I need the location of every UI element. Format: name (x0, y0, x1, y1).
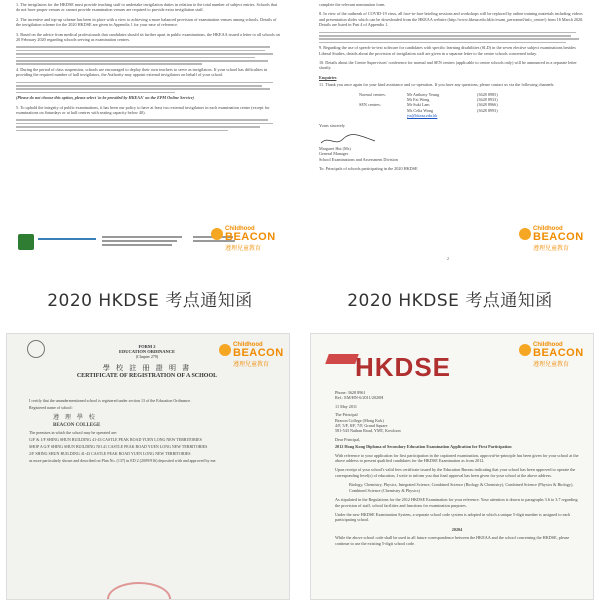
paragraph-4: 4. During the period of class suspension, schools are encouraged to deploy their own teachers to serve as invigilators. If your school has difficulties in providing the required number of hall invigilators, the Authority may appoint external invigilators on behalf of your school. (16, 66, 268, 78)
address-line: 4/F, 5/F, 8/F, 7/F, Grand Square (335, 423, 388, 429)
ordinance: EDUCATION ORDINANCE (118, 349, 176, 354)
signer-name: Margaret Hui (Ms) (319, 146, 351, 152)
text-lines (16, 119, 281, 131)
email-link[interactable]: jss@hkeaa.edu.hk (407, 113, 438, 119)
contact-row: Normal centres: Mr Anthony Yeung (3628 8985) (359, 91, 498, 97)
label-school-name: Registered name of school: (29, 405, 73, 410)
beacon-logo-big: BEACON (533, 231, 584, 243)
addressee: The Principal (335, 412, 358, 418)
certificate-title-en: CERTIFICATE OF REGISTRATION OF A SCHOOL (76, 373, 218, 379)
school-name-en: BEACON COLLEGE (53, 423, 101, 428)
school-name-cn: 遵 理 學 校 (53, 414, 97, 421)
page-number: 2 (447, 256, 449, 261)
beacon-logo-big: BEACON (225, 231, 276, 243)
enquiries-label: Enquiries (319, 74, 337, 80)
beacon-logo-cn: 遵理兒童教育 (225, 245, 262, 252)
beacon-logo (533, 226, 584, 252)
premises-row: 2/F SHING SHUN BUILDING 41-43 CASTLE PEAK ROAD YUEN LONG NEW TERRITORIES (29, 451, 191, 456)
premises-row: G/F & 1/F SHING SHUN BUILDING 41-43 CASTLE PEAK ROAD YUEN LONG NEW TERRITORIES (29, 437, 202, 442)
salutation: Dear Principal, (335, 436, 361, 442)
hkeaa-emblem-icon (18, 234, 34, 250)
premises-row: SHOP A G/F SHING SHUN BUILDING NO.41 CASTLE PEAK ROAD YUEN LONG NEW TERRITORIES (29, 444, 208, 449)
beacon-sun-icon (219, 344, 231, 356)
red-seal-icon (107, 582, 171, 600)
thanks-paragraph: 11. Thank you once again for your kind assistance and co-operation. If you have any questions, please contact us via the following channels: (319, 82, 555, 88)
letter-page-1 (0, 0, 295, 268)
contact-row: Mr Fai Wong (3628 8933) (407, 97, 498, 103)
beacon-sun-icon (519, 228, 531, 240)
hkdse-logo (329, 352, 452, 383)
signer-dept: School Examinations and Assessment Division (319, 156, 398, 162)
hkdse-approval-letter (310, 333, 594, 600)
contact-table (359, 92, 587, 119)
beacon-logo-big: BEACON (233, 347, 284, 359)
address-line: Beacon College (Mong Kok) (335, 417, 384, 423)
paragraph-9: 9. Regarding the use of speech-to-text software for candidates with specific learning disabilities (SLD) in the seven elective subject examinations besides Liberal Studies, details about the provision of invigilation staff are given in a separate letter to the centre schools concerned today. (319, 45, 576, 56)
body-paragraph: Under the new HKDSE Examination System, a separate school code system is adopted in which a unique 5-digit number is assigned to each participating school. (335, 511, 571, 523)
paragraph-1: 1. The invigilators for the HKDSE must provide teaching staff to undertake invigilation duties in relation to the total number of subject entries. Schools that do not have proper venues or cannot provide examination venues are required to provide extra invigilation staff. (16, 2, 278, 13)
body-paragraph: As stipulated in the Regulations for the 2012 HKDSE Examination for your reference. Your attention is drawn to paragraphs 3.6 to 3.7 regarding the provision of staff, school facilities and functions for examination purposes. (335, 497, 578, 508)
top-line: complete the relevant nomination form. (319, 2, 386, 7)
beacon-logo (225, 226, 276, 252)
school-code: 20204 (451, 526, 463, 532)
certificate-intro: I certify that the unundermentioned school is registered under section 13 of the Education Ordinance. (29, 398, 192, 403)
option-note: (Please do not choose this option, please select 'to be provided by HKEAA' on the EPM Online Service) (16, 95, 194, 101)
contact-row (359, 113, 587, 118)
cc-line: To: Principals of schools participating in the 2020 HKDSE (319, 166, 418, 172)
letter-page-2 (305, 0, 600, 268)
text-lines (16, 46, 281, 65)
ref-line: Ref.: EM/HN-6/2011/2020H (335, 395, 384, 401)
registration-certificate (6, 333, 290, 600)
paragraph-10: 10. Details about the Centre Supervisors' conference for normal and SEN centres (applicable to centre schools only) will be announced in a separate letter shortly. (319, 60, 577, 71)
beacon-sun-icon (519, 344, 531, 356)
hkdse-logo-bar-icon (325, 354, 359, 364)
caption-left: 2020 HKDSE 考点通知函 (47, 291, 253, 311)
beacon-logo-small: Childhood (533, 342, 563, 348)
premises-label: The premises in which the school may be operated are: (29, 430, 118, 435)
signature-scribble-icon (319, 133, 379, 147)
beacon-logo-small: Childhood (233, 342, 263, 348)
letter-date: 11 May 2011 (335, 403, 358, 409)
body-paragraph: With reference to your application for first participation in the captioned examination, approval-in-principle has been given for your school at the above address to present qualified candidates for the HKDSE Examination as from 2012. (335, 452, 579, 464)
hk-emblem-icon (27, 340, 45, 358)
paragraph-3: 3. Based on the advice from medical professionals that candidates should sit further apart in public examinations, the HKEAA issued a letter to all schools on 20 February 2020 regarding schools serving as examination centres. (16, 31, 280, 43)
hkdse-logo-text: HKDSE (355, 352, 452, 382)
beacon-logo-cn: 遵理兒童教育 (533, 361, 570, 368)
contact-row: SEN centres: Mr Suki Lam (3628 8966) (359, 102, 498, 108)
beacon-logo-cn: 遵理兒童教育 (233, 361, 270, 368)
body-paragraph: Upon receipt of your school's valid fees certificate issued by the Education Bureau indicating that your school has been approved to operate the corresponding level(s) of education, I write to inform you that final approval has been given for your school at the above address. (335, 467, 576, 478)
caption-right: 2020 HKDSE 考点通知函 (347, 291, 553, 311)
beacon-logo-cn: 遵理兒童教育 (533, 245, 570, 252)
address-line: 581-543 Nathan Road, YMT, Kowloon (335, 428, 401, 434)
contact-row: Ms Celia Wong (3628 8993) (407, 107, 498, 113)
beacon-logo (233, 342, 284, 368)
signature (319, 132, 587, 146)
paragraph-2: 2. The incentive and top-up scheme has been in place with a view to achieving a more balanced provision of examination venues among schools. Details of the invigilation scheme for the 2020 HKDSE are given in Appendix 1 for your ease of reference. (16, 16, 277, 28)
certificate-title-cn: 學 校 註 冊 證 明 書 (102, 364, 192, 372)
beacon-logo (533, 342, 584, 368)
signer-title: General Manager (319, 151, 349, 157)
form-number: FORM 2 (138, 344, 156, 349)
beacon-logo-big: BEACON (533, 347, 584, 359)
beacon-logo-small: Childhood (225, 226, 255, 232)
sign-off: Yours sincerely (319, 122, 345, 128)
body-paragraph: While the above school code shall be used in all future correspondence between the HKEAA and the school concerning the HKDSE, please continue to use the existing 5-digit school code. (335, 535, 570, 546)
beacon-logo-small: Childhood (533, 226, 563, 232)
letter-subject: 2012 Hong Kong Diploma of Secondary Education Examination Application for First Participation (335, 444, 512, 450)
chapter: (Chapter 279) (135, 354, 159, 359)
beacon-sun-icon (211, 228, 223, 240)
phone-line: Phone: 3628 8961 (335, 390, 366, 395)
text-lines (16, 82, 281, 94)
paragraph-5: 5. To uphold the integrity of public examinations, it has been our policy to have at least two external invigilators in each examination centre (except for examinations on Saturdays or at half centres with seating capacity below 40). (16, 104, 270, 115)
certificate-footer: as more particularly shown and described on Plan No. (137) in ED 2 (2009/916) deposited with and approved by me. (29, 458, 217, 463)
text-lines (319, 32, 587, 44)
subject-list: Biology, Chemistry, Physics, Integrated Science, Combined Science (Biology & Chemistry), Combined Science (Physics & Biology), Combined Science (Chemistry & Physics) (349, 482, 574, 493)
paragraph-8: 8. In view of the outbreak of COVID-19 virus, all face-to-face briefing sessions and workshops will be replaced by online training materials including videos and presentation slides which can be downloaded from the HKEAA website (http://www.hkeaa.edu.hk/tc/exam_personnel/info_centre/) from 16 March 2020. Details are listed in Part 4 of Appendix 1. (319, 11, 584, 28)
